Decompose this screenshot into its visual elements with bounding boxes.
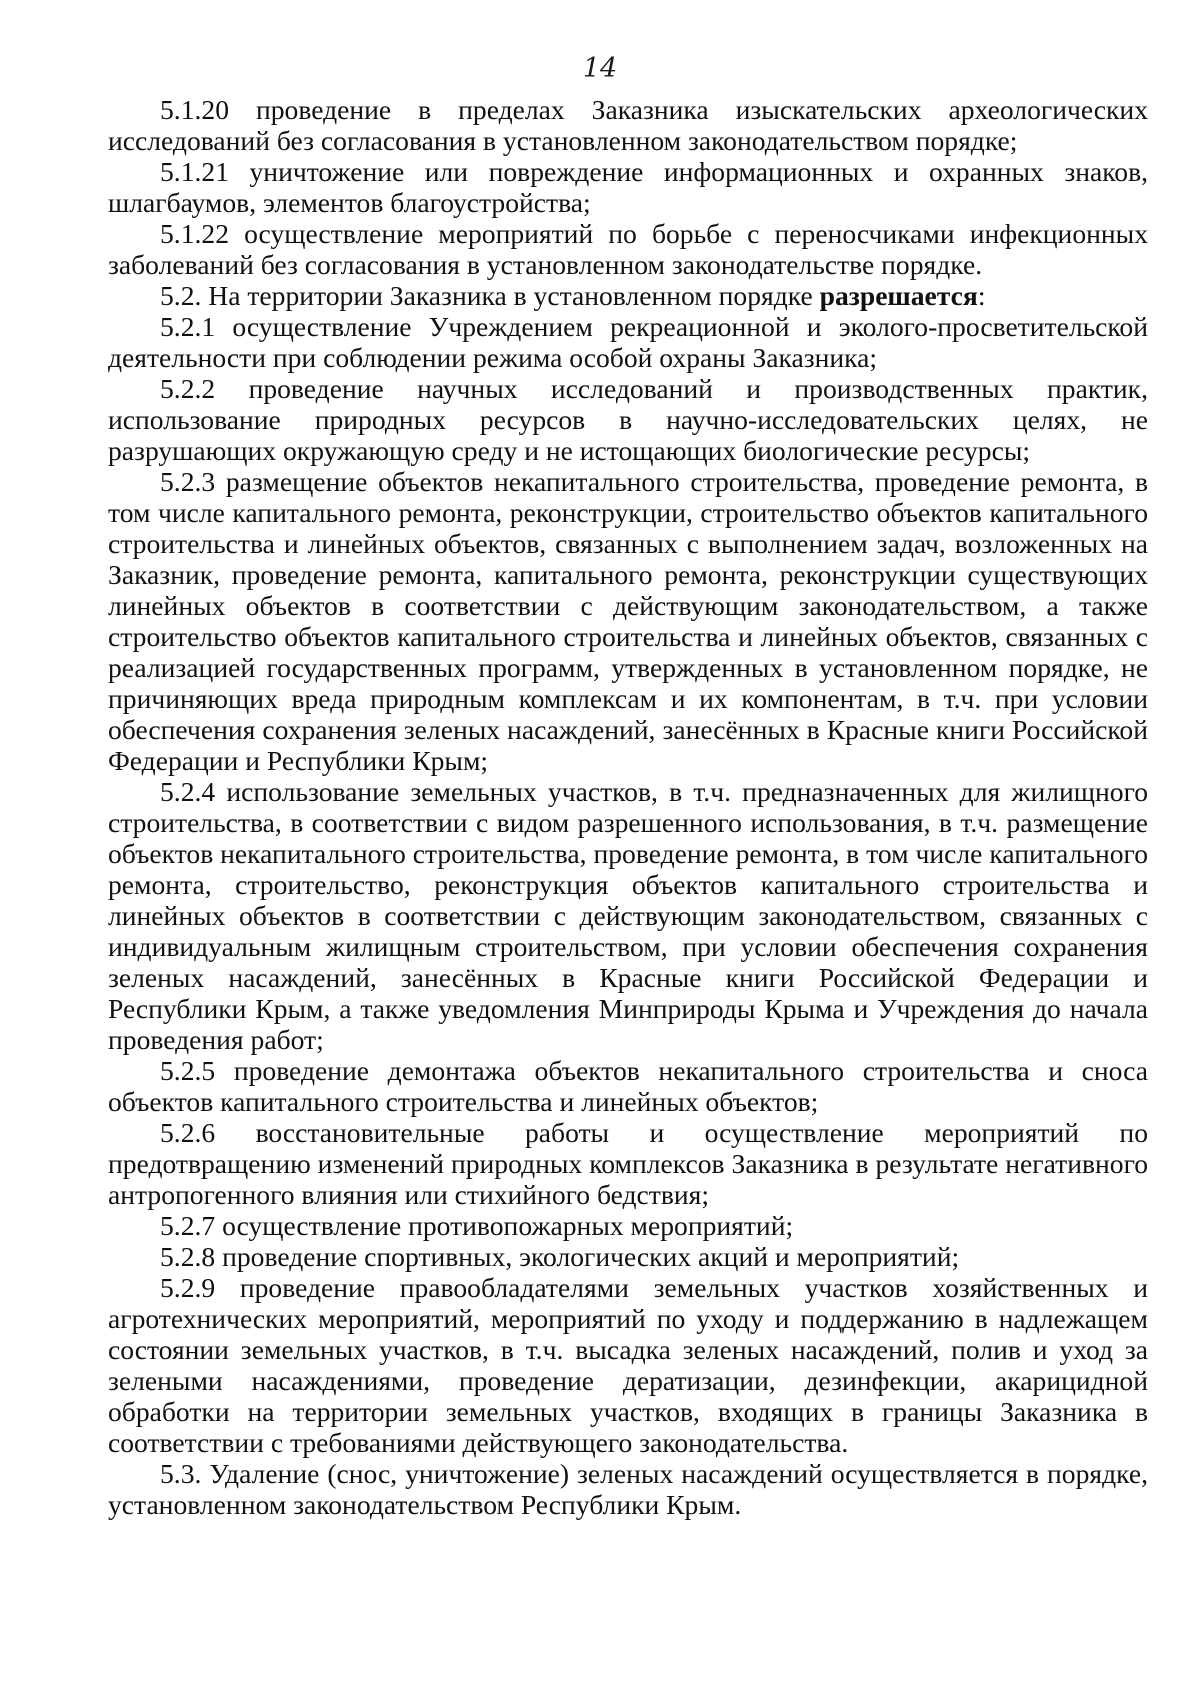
clause-5-2-bold-word: разрешается	[819, 280, 978, 311]
clause-5-2-2: 5.2.2 проведение научных исследований и производственных практик, использование природных ресурсов в научно-исследовательских целях, не разрушающих окружающую среду и не истощающих биологические ресурсы;	[108, 373, 1148, 466]
clause-5-3: 5.3. Удаление (снос, уничтожение) зеленых насаждений осуществляется в порядке, установленном законодательством Республики Крым.	[108, 1458, 1148, 1520]
clause-5-2-trailing-colon: :	[977, 280, 986, 311]
clause-5-2-9: 5.2.9 проведение правообладателями земельных участков хозяйственных и агротехнических мероприятий, мероприятий по уходу и поддержанию в надлежащем состоянии земельных участков, в т.ч. высадка зеленых насаждений, полив и уход за зелеными насаждениями, проведение дератизации, дезинфекции, акарицидной обработки на территории земельных участков, входящих в границы Заказника в соответствии с требованиями действующего законодательства.	[108, 1272, 1148, 1458]
clause-5-2-5: 5.2.5 проведение демонтажа объектов некапитального строительства и сноса объектов капитального строительства и линейных объектов;	[108, 1055, 1148, 1117]
document-body	[108, 94, 1148, 1520]
clause-5-1-22: 5.1.22 осуществление мероприятий по борьбе с переносчиками инфекционных заболеваний без согласования в установленном законодательстве порядке.	[108, 218, 1148, 280]
clause-5-2-1: 5.2.1 осуществление Учреждением рекреационной и эколого-просветительской деятельности при соблюдении режима особой охраны Заказника;	[108, 311, 1148, 373]
clause-5-1-21: 5.1.21 уничтожение или повреждение информационных и охранных знаков, шлагбаумов, элементов благоустройства;	[108, 156, 1148, 218]
clause-5-2-6: 5.2.6 восстановительные работы и осуществление мероприятий по предотвращению изменений природных комплексов Заказника в результате негативного антропогенного влияния или стихийного бедствия;	[108, 1117, 1148, 1210]
clause-5-2-7: 5.2.7 осуществление противопожарных мероприятий;	[160, 1210, 794, 1241]
clause-5-2-lead-text: 5.2. На территории Заказника в установленном порядке	[160, 280, 820, 311]
clause-5-1-20: 5.1.20 проведение в пределах Заказника изыскательских археологических исследований без согласования в установленном законодательством порядке;	[108, 94, 1148, 156]
clause-5-2-4: 5.2.4 использование земельных участков, в т.ч. предназначенных для жилищного строительства, в соответствии с видом разрешенного использования, в т.ч. размещение объектов некапитального строительства, проведение ремонта, в том числе капитального ремонта, строительство, реконструкция объектов капитального строительства и линейных объектов в соответствии с действующим законодательством, связанных с индивидуальным жилищным строительством, при условии обеспечения сохранения зеленых насаждений, занесённых в Красные книги Российской Федерации и Республики Крым, а также уведомления Минприроды Крыма и Учреждения до начала проведения работ;	[108, 776, 1148, 1055]
page-number: 14	[582, 53, 618, 84]
clause-5-2-8: 5.2.8 проведение спортивных, экологических акций и мероприятий;	[160, 1241, 960, 1272]
clause-5-2-3: 5.2.3 размещение объектов некапитального строительства, проведение ремонта, в том числе капитального ремонта, реконструкции, строительство объектов капитального строительства и линейных объектов, связанных с выполнением задач, возложенных на Заказник, проведение ремонта, капитального ремонта, реконструкции существующих линейных объектов в соответствии с действующим законодательством, а также строительство объектов капитального строительства и линейных объектов, связанных с реализацией государственных программ, утвержденных в установленном порядке, не причиняющих вреда природным комплексам и их компонентам, в т.ч. при условии обеспечения сохранения зеленых насаждений, занесённых в Красные книги Российской Федерации и Республики Крым;	[108, 466, 1148, 776]
clause-5-2-heading	[108, 280, 1148, 311]
